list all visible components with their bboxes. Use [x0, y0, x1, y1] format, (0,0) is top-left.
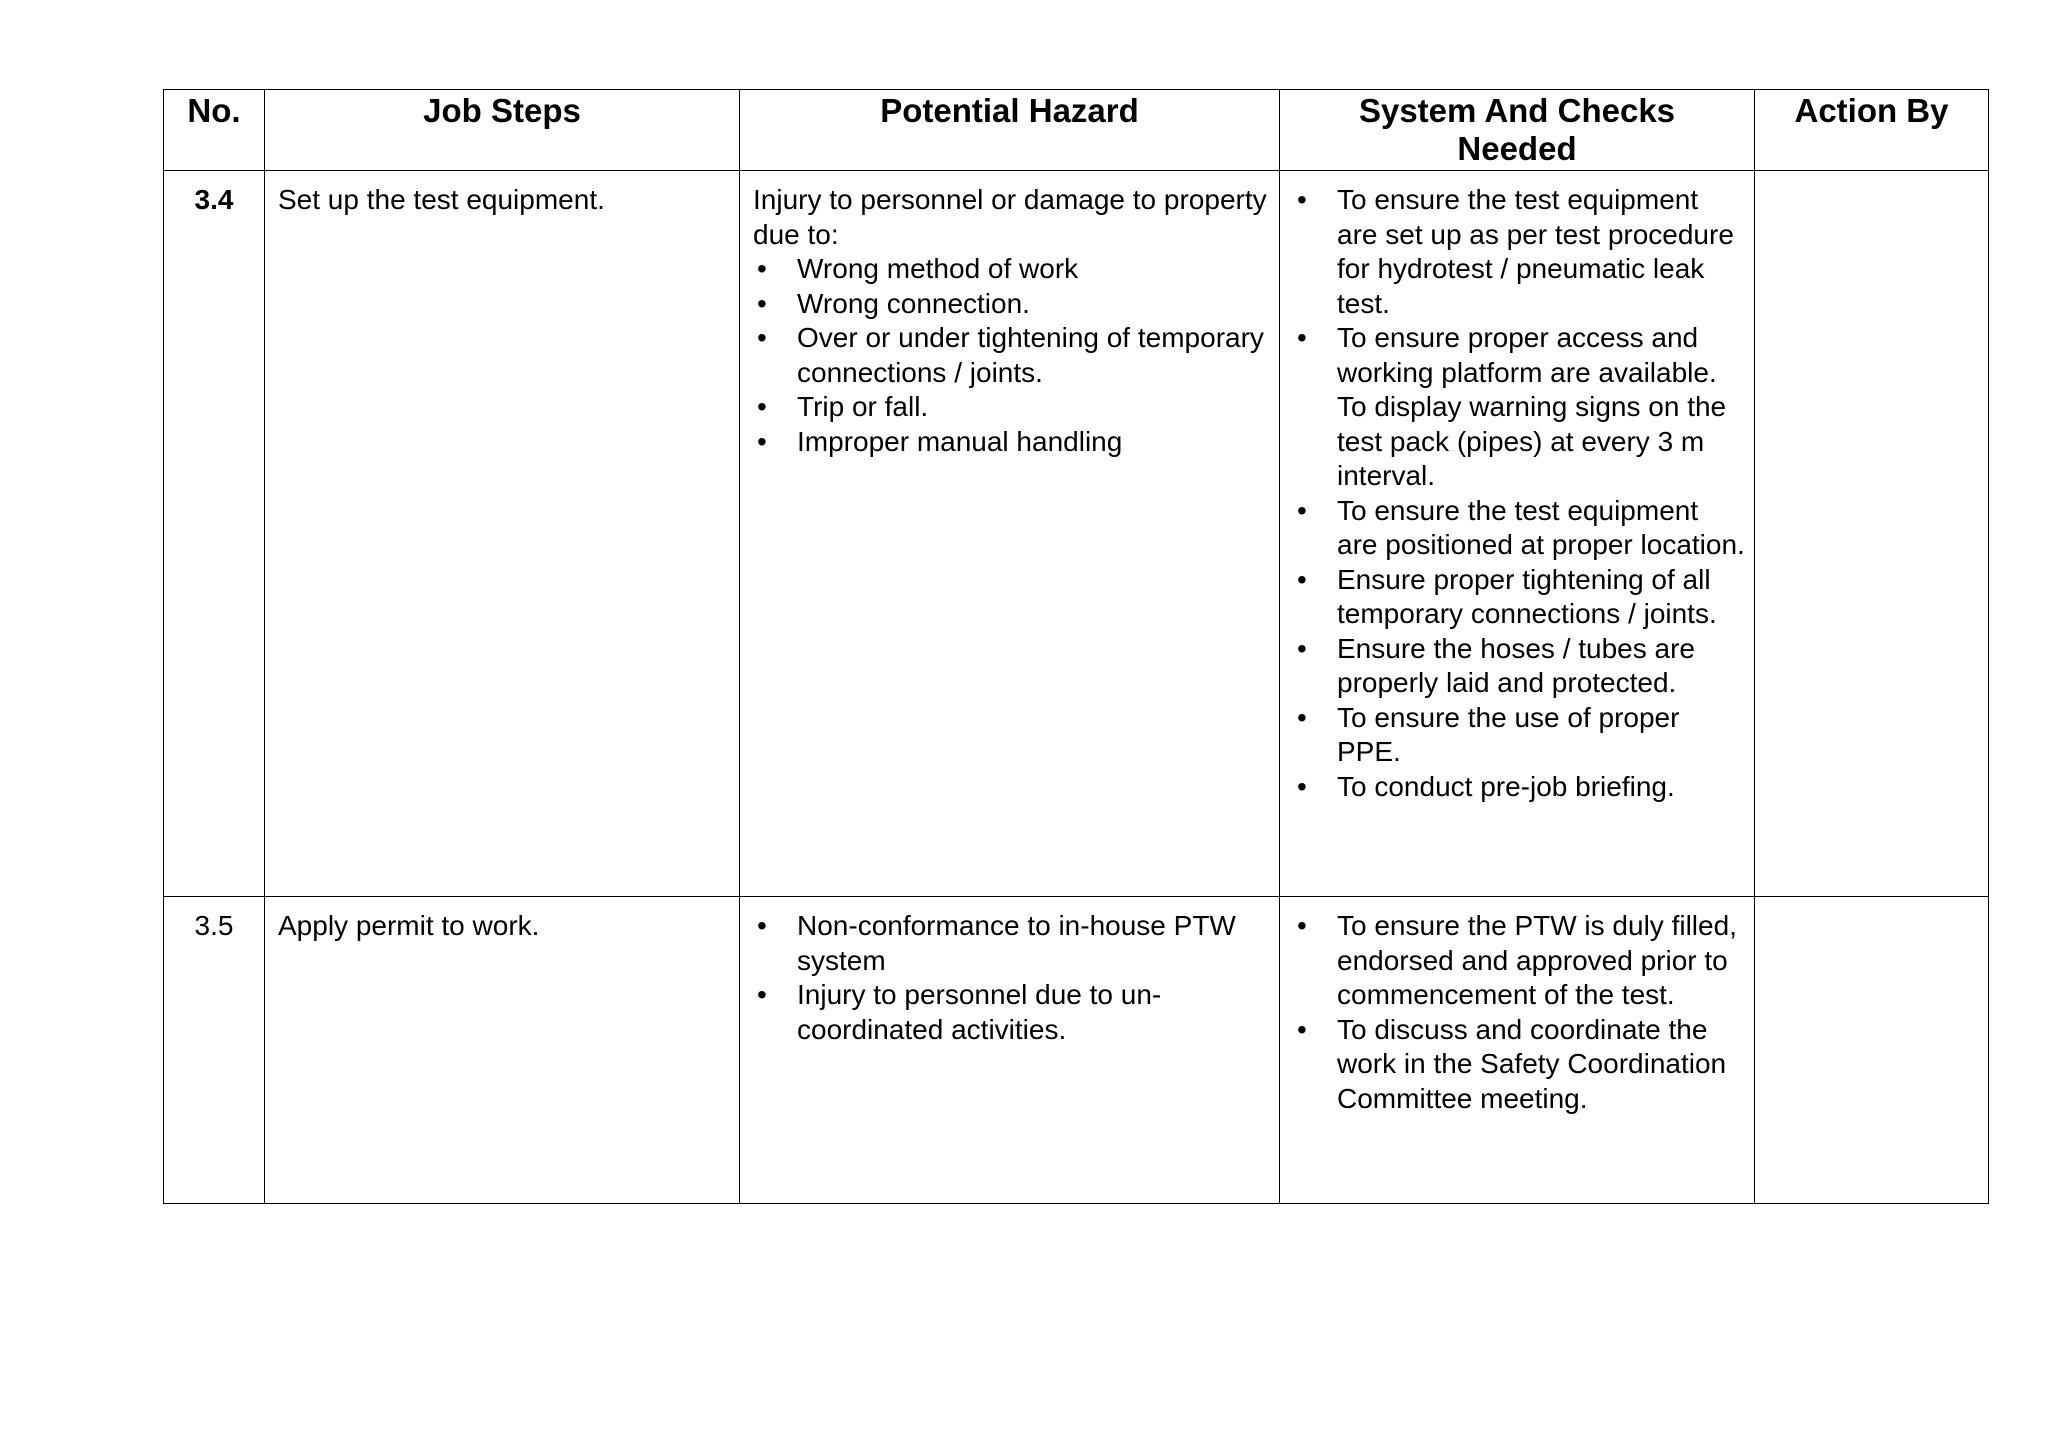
list-item — [1293, 494, 1746, 563]
check-text: To ensure the use of proper PPE. — [1337, 701, 1680, 767]
list-item — [1293, 1013, 1746, 1117]
row-number: 3.4 — [164, 171, 265, 897]
header-system-checks: System And Checks Needed — [1280, 90, 1755, 171]
list-item — [753, 425, 1267, 460]
bullet-icon: • — [1297, 632, 1307, 664]
bullet-icon: • — [757, 287, 767, 319]
list-item — [1293, 563, 1746, 632]
bullet-icon: • — [757, 322, 767, 353]
row-number: 3.5 — [164, 897, 265, 1204]
hazard-text: Over or under tightening of temporary connections / joints. — [797, 322, 1264, 388]
hazard-list — [753, 909, 1267, 1047]
list-item — [1293, 770, 1746, 805]
header-job-steps: Job Steps — [265, 90, 740, 171]
bullet-icon: • — [757, 979, 767, 1010]
list-item — [1293, 909, 1746, 1013]
check-text: To discuss and coordinate the work in the Safety Coordination Committee meeting. — [1337, 1013, 1727, 1114]
bullet-icon: • — [1297, 1013, 1307, 1045]
header-potential-hazard: Potential Hazard — [740, 90, 1280, 171]
bullet-icon: • — [757, 425, 767, 457]
check-text: Ensure the hoses / tubes are properly laid and protected. — [1337, 632, 1695, 698]
job-step-cell: Set up the test equipment. — [265, 171, 740, 897]
check-text: To ensure proper access and working platform are available. To display warning signs on the test pack (pipes) at every 3 m interval. — [1337, 322, 1727, 491]
list-item — [753, 909, 1267, 978]
bullet-icon: • — [1297, 770, 1307, 802]
check-text: Ensure proper tightening of all temporary connections / joints. — [1337, 563, 1717, 629]
action-by-cell — [1755, 897, 1989, 1204]
header-action-by: Action By — [1755, 90, 1989, 171]
checks-cell — [1280, 897, 1755, 1204]
bullet-icon: • — [1297, 701, 1307, 733]
bullet-icon: • — [757, 253, 767, 284]
header-row — [164, 90, 1989, 171]
hazard-cell — [740, 171, 1280, 897]
job-step-cell: Apply permit to work. — [265, 897, 740, 1204]
table-row — [164, 897, 1989, 1204]
hazard-text: Non-conformance to in-house PTW system — [797, 910, 1236, 976]
bullet-icon: • — [1297, 494, 1307, 526]
checks-list — [1293, 183, 1746, 804]
bullet-icon: • — [757, 391, 767, 422]
check-text: To ensure the test equipment are set up as per test procedure for hydrotest / pneumatic leak test. — [1337, 184, 1734, 319]
list-item — [1293, 701, 1746, 770]
bullet-icon: • — [1297, 563, 1307, 595]
list-item — [1293, 632, 1746, 701]
check-text: To conduct pre-job briefing. — [1337, 770, 1675, 802]
check-text: To ensure the PTW is duly filled, endorsed and approved prior to commencement of the test. — [1337, 910, 1737, 1010]
checks-list — [1293, 909, 1746, 1116]
bullet-icon: • — [757, 910, 767, 941]
hazard-text: Wrong method of work — [797, 253, 1079, 284]
checks-cell — [1280, 171, 1755, 897]
list-item — [753, 252, 1267, 287]
table-row — [164, 171, 1989, 897]
bullet-icon: • — [1297, 910, 1307, 941]
check-text: To ensure the test equipment are positioned at proper location. — [1337, 494, 1745, 560]
action-by-cell — [1755, 171, 1989, 897]
bullet-icon: • — [1297, 322, 1307, 353]
bullet-icon: • — [1297, 184, 1307, 215]
header-no: No. — [164, 90, 265, 171]
hazard-list — [753, 252, 1267, 459]
hazard-text: Improper manual handling — [797, 425, 1123, 457]
list-item — [753, 978, 1267, 1047]
list-item — [753, 321, 1267, 390]
hazard-text: Trip or fall. — [797, 391, 929, 422]
list-item — [1293, 183, 1746, 321]
hazard-intro: Injury to personnel or damage to property due to: — [753, 184, 1267, 250]
hazard-text: Wrong connection. — [797, 287, 1030, 319]
hazard-text: Injury to personnel due to un-coordinated activities. — [797, 979, 1162, 1045]
list-item — [753, 390, 1267, 425]
list-item — [1293, 321, 1746, 494]
job-safety-analysis-table — [163, 89, 1989, 1204]
hazard-cell — [740, 897, 1280, 1204]
list-item — [753, 287, 1267, 322]
